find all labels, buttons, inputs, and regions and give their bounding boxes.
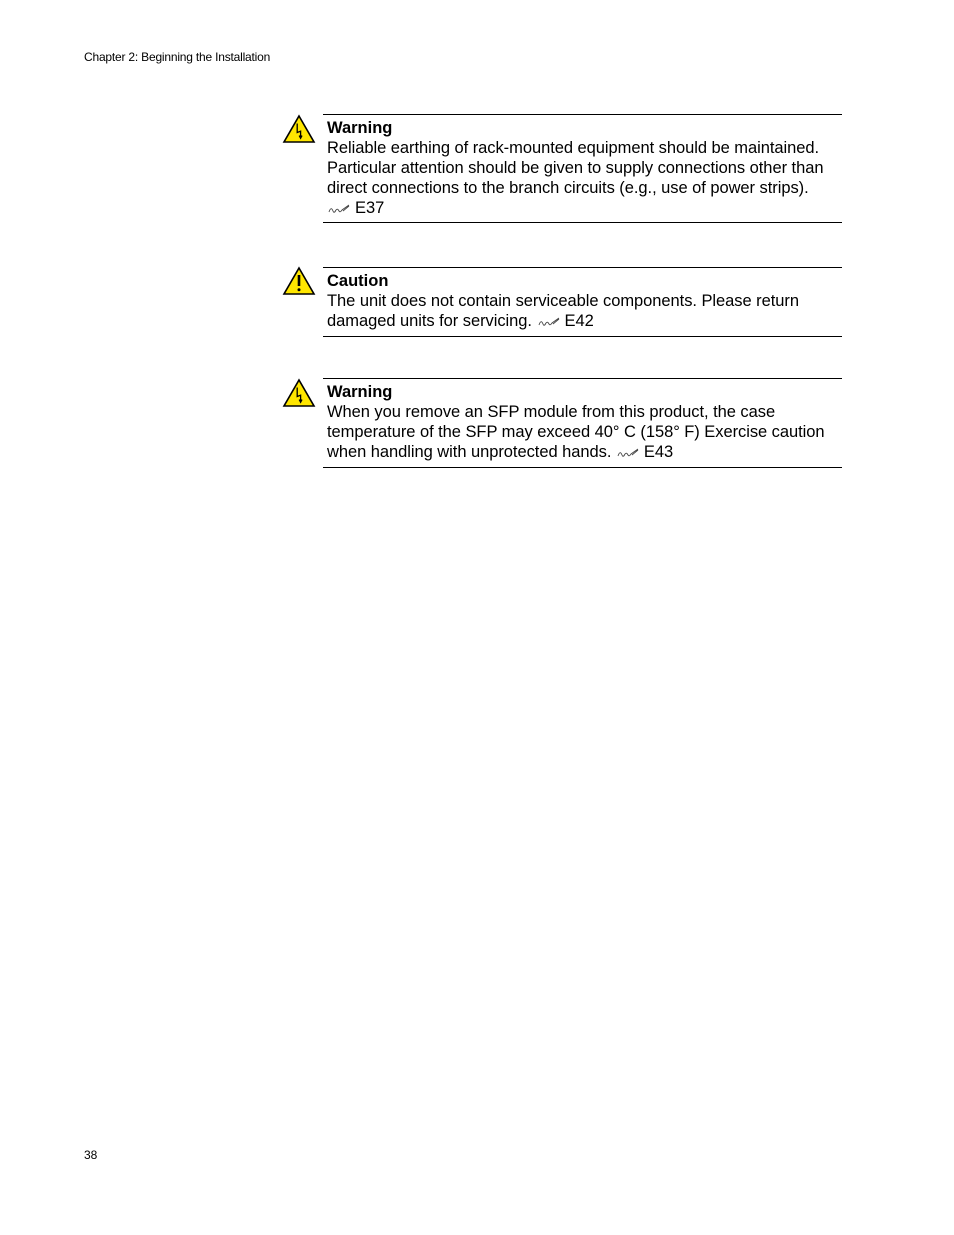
- notice-body: [327, 402, 842, 462]
- pen-reference-icon: [537, 316, 561, 328]
- notice-box: [323, 114, 842, 223]
- notice-box: [323, 267, 842, 337]
- notice-body: [327, 291, 842, 331]
- notice-reference-code: E37: [355, 199, 385, 217]
- caution-notice-e42: [280, 266, 842, 338]
- notice-text: When you remove an SFP module from this product, the case temperature of the SFP may exceed 40° C (158° F) Exercise caution when handling with unprotected hands.: [327, 403, 825, 461]
- pen-reference-icon: [616, 447, 640, 459]
- notice-title: Caution: [327, 272, 389, 290]
- running-header: Chapter 2: Beginning the Installation: [84, 50, 271, 64]
- warning-notice-e37: [280, 114, 842, 224]
- notice-title: Warning: [327, 383, 393, 401]
- notice-box: [323, 378, 842, 468]
- warning-notice-e43: [280, 377, 842, 469]
- caution-exclamation-icon: [282, 266, 316, 296]
- page-number: 38: [84, 1148, 98, 1162]
- notice-text: The unit does not contain serviceable components. Please return damaged units for servicing.: [327, 292, 799, 330]
- notice-reference: [537, 312, 594, 330]
- notice-title: Warning: [327, 119, 393, 137]
- notice-body: [327, 138, 842, 218]
- notice-text: Reliable earthing of rack-mounted equipment should be maintained. Particular attention should be given to supply connections other than direct connections to the branch circuits (e.g., use of power strips).: [327, 139, 824, 197]
- notice-reference: [616, 443, 673, 461]
- electrical-hazard-icon: [282, 378, 316, 408]
- notice-reference: [327, 199, 384, 217]
- notice-reference-code: E42: [564, 312, 594, 330]
- electrical-hazard-icon: [282, 114, 316, 144]
- notice-reference-code: E43: [643, 443, 674, 461]
- pen-reference-icon: [327, 203, 351, 215]
